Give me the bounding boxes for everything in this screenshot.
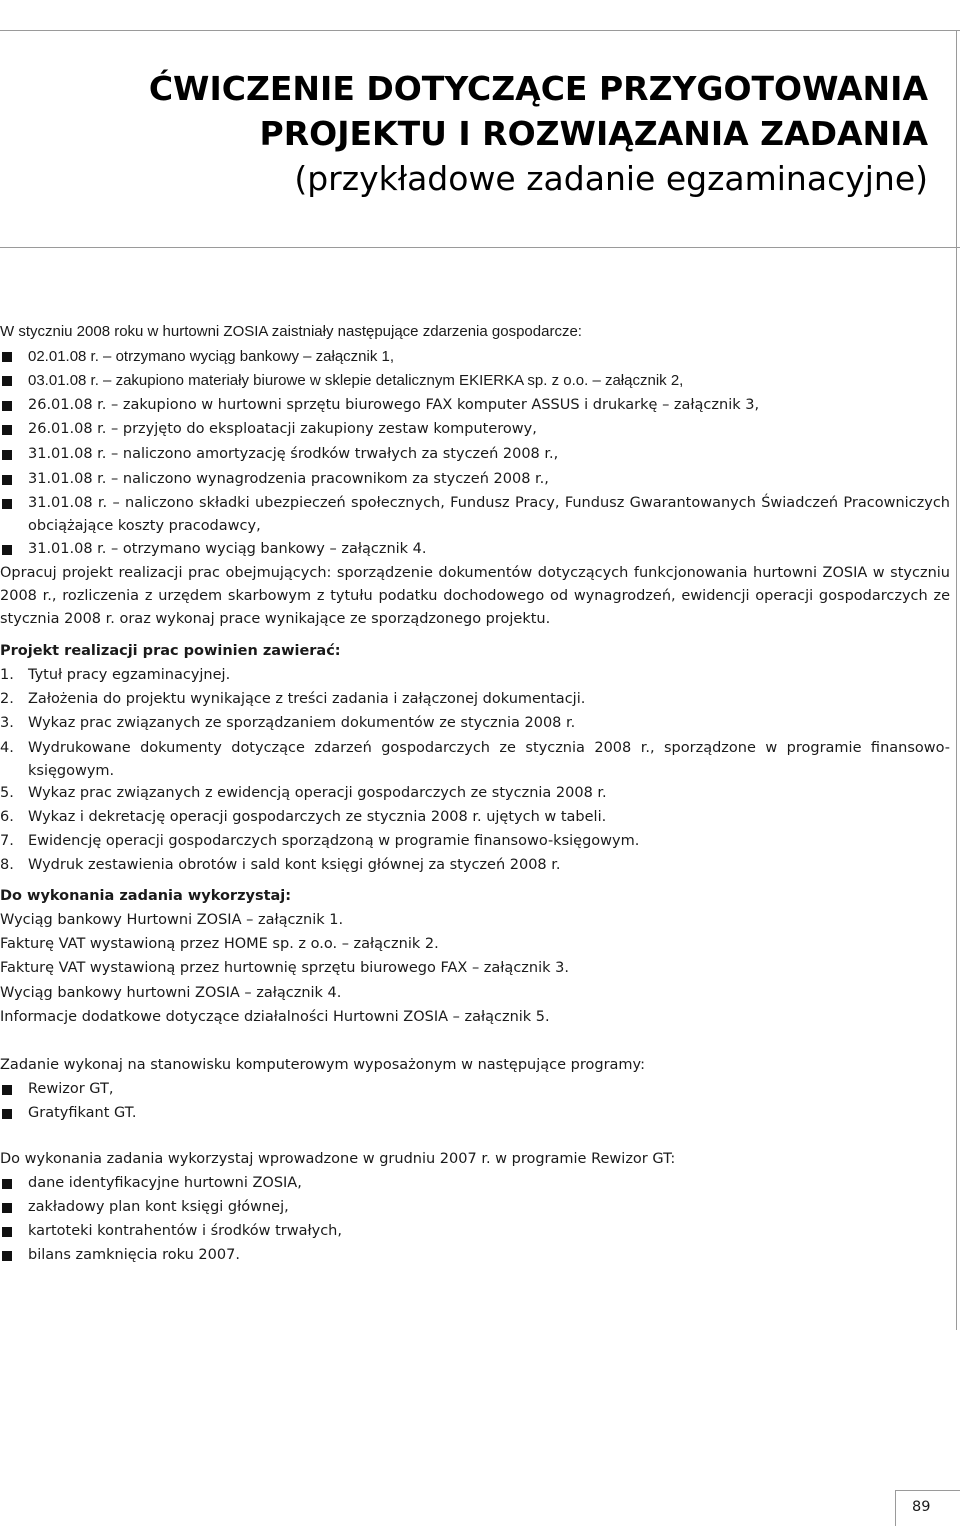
item-text: Wykaz i dekretację operacji gospodarczych ze stycznia 2008 r. ujętych w tabeli. (28, 809, 607, 825)
resource-line: Wyciąg bankowy hurtowni ZOSIA – załącznik 4. (0, 985, 342, 1001)
setup-text: bilans zamknięcia roku 2007. (28, 1247, 240, 1263)
square-bullet-icon (2, 1085, 12, 1095)
square-bullet-icon (2, 450, 12, 460)
event-text: 31.01.08 r. – naliczono składki ubezpieczeń społecznych, Fundusz Pracy, Fundusz Gwarantowanych Świadczeń Pracowniczych obciążające koszty pracodawcy, (28, 495, 950, 534)
title-line-1: ĆWICZENIE DOTYCZĄCE PRZYGOTOWANIA (148, 69, 928, 108)
item-text: Ewidencję operacji gospodarczych sporządzoną w programie finansowo-księgowym. (28, 833, 640, 849)
resource-line: Wyciąg bankowy Hurtowni ZOSIA – załącznik 1. (0, 912, 344, 928)
resource-line: Fakturę VAT wystawioną przez hurtownię sprzętu biurowego FAX – załącznik 3. (0, 960, 569, 976)
item-number: 1. (0, 667, 14, 683)
program-text: Rewizor GT, (28, 1081, 114, 1097)
resources-heading: Do wykonania zadania wykorzystaj: (0, 888, 292, 904)
event-text: 26.01.08 r. – zakupiono w hurtowni sprzętu biurowego FAX komputer ASSUS i drukarkę – załącznik 3, (28, 397, 760, 413)
item-number: 3. (0, 715, 14, 731)
setup-intro: Do wykonania zadania wykorzystaj wprowadzone w grudniu 2007 r. w programie Rewizor GT: (0, 1151, 676, 1167)
project-heading: Projekt realizacji prac powinien zawierać: (0, 643, 341, 659)
event-text: 31.01.08 r. – naliczono amortyzację środków trwałych za styczeń 2008 r., (28, 446, 559, 462)
event-text: 03.01.08 r. – zakupiono materiały biurowe w sklepie detalicznym EKIERKA sp. z o.o. – załącznik 2, (28, 372, 684, 389)
item-text: Założenia do projektu wynikające z treści zadania i załączonej dokumentacji. (28, 691, 586, 707)
square-bullet-icon (2, 1227, 12, 1237)
item-text: Wykaz prac związanych ze sporządzaniem dokumentów ze stycznia 2008 r. (28, 715, 576, 731)
square-bullet-icon (2, 1179, 12, 1189)
square-bullet-icon (2, 545, 12, 555)
intro-text: W styczniu 2008 roku w hurtowni ZOSIA zaistniały następujące zdarzenia gospodarcze: (0, 323, 582, 340)
title-line-2: PROJEKTU I ROZWIĄZANIA ZADANIA (259, 114, 928, 153)
item-text: Wykaz prac związanych z ewidencją operacji gospodarczych ze stycznia 2008 r. (28, 785, 607, 801)
title-rule (0, 247, 960, 248)
setup-text: dane identyfikacyjne hurtowni ZOSIA, (28, 1175, 302, 1191)
setup-text: zakładowy plan kont księgi głównej, (28, 1199, 289, 1215)
square-bullet-icon (2, 1203, 12, 1213)
page-number: 89 (912, 1499, 931, 1515)
item-number: 7. (0, 833, 14, 849)
square-bullet-icon (2, 1109, 12, 1119)
item-number: 6. (0, 809, 14, 825)
item-text: Wydruk zestawienia obrotów i sald kont księgi głównej za styczeń 2008 r. (28, 857, 561, 873)
item-number: 8. (0, 857, 14, 873)
square-bullet-icon (2, 376, 12, 386)
program-text: Gratyfikant GT. (28, 1105, 137, 1121)
right-rule (956, 30, 957, 1330)
item-number: 2. (0, 691, 14, 707)
top-rule (0, 30, 960, 31)
item-number: 5. (0, 785, 14, 801)
square-bullet-icon (2, 499, 12, 509)
square-bullet-icon (2, 475, 12, 485)
programs-intro: Zadanie wykonaj na stanowisku komputerowym wyposażonym w następujące programy: (0, 1057, 645, 1073)
resource-line: Informacje dodatkowe dotyczące działalności Hurtowni ZOSIA – załącznik 5. (0, 1009, 550, 1025)
title-line-3: (przykładowe zadanie egzaminacyjne) (294, 159, 928, 198)
item-text: Wydrukowane dokumenty dotyczące zdarzeń gospodarczych ze stycznia 2008 r., sporządzone w programie finansowo-księgowym. (28, 740, 950, 779)
page-title (148, 66, 928, 201)
event-text: 02.01.08 r. – otrzymano wyciąg bankowy – załącznik 1, (28, 348, 395, 365)
square-bullet-icon (2, 401, 12, 411)
task-text: Opracuj projekt realizacji prac obejmujących: sporządzenie dokumentów dotyczących funkcjonowania hurtowni ZOSIA w styczniu 2008 r., rozliczenia z urzędem skarbowym z tytułu podatku dochodowego od wynagrodzeń, ewidencji operacji gospodarczych ze stycznia 2008 r. oraz wykonaj prace wynikające ze sporządzonego projektu. (0, 565, 950, 627)
square-bullet-icon (2, 1251, 12, 1261)
item-number: 4. (0, 740, 14, 756)
square-bullet-icon (2, 352, 12, 362)
event-text: 26.01.08 r. – przyjęto do eksploatacji zakupiony zestaw komputerowy, (28, 421, 537, 437)
setup-text: kartoteki kontrahentów i środków trwałych, (28, 1223, 342, 1239)
square-bullet-icon (2, 425, 12, 435)
event-text: 31.01.08 r. – naliczono wynagrodzenia pracownikom za styczeń 2008 r., (28, 471, 549, 487)
event-text: 31.01.08 r. – otrzymano wyciąg bankowy – załącznik 4. (28, 541, 427, 557)
resource-line: Fakturę VAT wystawioną przez HOME sp. z o.o. – załącznik 2. (0, 936, 439, 952)
item-text: Tytuł pracy egzaminacyjnej. (28, 667, 231, 683)
